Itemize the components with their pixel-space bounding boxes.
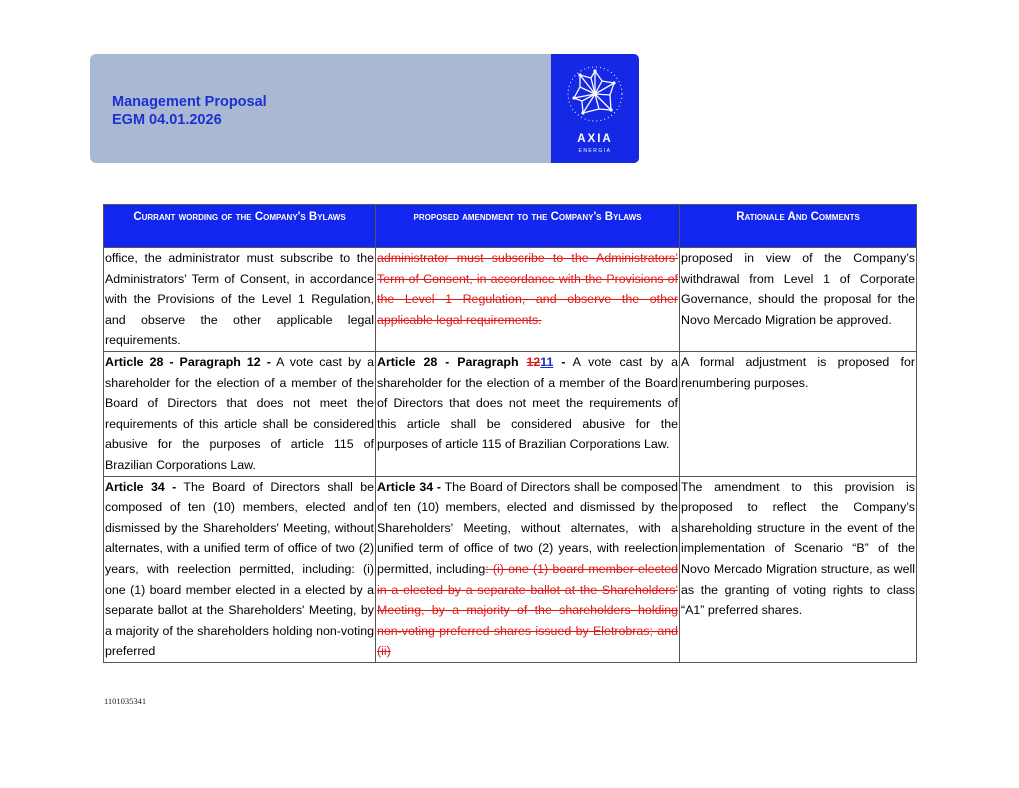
- company-logo: [551, 54, 639, 163]
- globe-icon: [566, 65, 624, 123]
- proposed-amendment-cell: [376, 351, 680, 476]
- heading-prefix: Article 28 - Paragraph: [377, 354, 527, 369]
- proposed-amendment-cell: [376, 248, 680, 352]
- deleted-text: : (i) one (1) board member elected in a elected by a separate ballot at the Shareholders' Meeting, by a majority of the shareholders holding non-voting preferred shares issued by Eletrobras; and (ii): [377, 561, 678, 659]
- page-title: [112, 93, 267, 129]
- article-heading: Article 34 -: [105, 479, 177, 494]
- table-row: [104, 351, 917, 476]
- logo-subtitle: ENERGIA: [578, 148, 612, 154]
- col-rationale-header: Rationale And Comments: [680, 205, 917, 248]
- rationale-cell: A formal adjustment is proposed for renumbering purposes.: [680, 351, 917, 476]
- table-row: [104, 476, 917, 662]
- logo-name: AXIA: [577, 133, 613, 145]
- article-heading: Article 34 -: [377, 479, 442, 494]
- deleted-number: 12: [526, 354, 541, 369]
- amendment-table: [103, 204, 917, 663]
- document-number: 1101035341: [104, 696, 147, 706]
- article-heading: Article 28 - Paragraph 12 -: [105, 354, 271, 369]
- article-heading: [377, 355, 565, 369]
- current-wording-cell: office, the administrator must subscribe to the Administrators’ Term of Consent, in accordance with the Provisions of the Level 1 Regulation, and observe the other applicable legal requirements.: [104, 248, 376, 352]
- table-header-row: [104, 205, 917, 248]
- title-line-1: Management Proposal: [112, 94, 267, 110]
- table-row: [104, 248, 917, 352]
- rationale-cell: The amendment to this provision is proposed to reflect the Company’s shareholding structure in the event of the implementation of Scenario “B” of the Novo Mercado Migration structure, as well as the granting of voting rights to class “A1” preferred shares.: [680, 476, 917, 662]
- inserted-number: 11: [540, 354, 554, 369]
- article-text: A vote cast by a shareholder for the election of a member of the Board of Directors that does not meet the requirements of this article shall be considered abusive for the purposes of article 115 of Brazilian Corporations Law.: [105, 354, 374, 472]
- col-current-header: Currant wording of the Company's Bylaws: [104, 205, 376, 248]
- rationale-cell: proposed in view of the Company’s withdrawal from Level 1 of Corporate Governance, should the proposal for the Novo Mercado Migration be approved.: [680, 248, 917, 352]
- heading-suffix: -: [553, 354, 566, 369]
- article-text: The Board of Directors shall be composed of ten (10) members, elected and dismissed by the Shareholders' Meeting, without alternates, with a unified term of office of two (2) years, with reelection permitted, including: [377, 479, 679, 576]
- deleted-text: administrator must subscribe to the Administrators’ Term of Consent, in accordance with the Provisions of the Level 1 Regulation, and observe the other applicable legal requirements.: [377, 251, 678, 327]
- article-text: A vote cast by a shareholder for the election of a member of the Board of Directors that does not meet the requirements of this article shall be considered abusive for the purposes of article 115 of Brazilian Corporations Law.: [377, 354, 678, 452]
- article-text: The Board of Directors shall be composed of ten (10) members, elected and dismissed by the Shareholders' Meeting, without alternates, with a unified term of office of two (2) years, with reelection permitted, including: (i) one (1) board member elected in a elected by a separate ballot at the Shareholders' Meeting, by a majority of the shareholders holding non-voting preferred: [105, 479, 374, 659]
- current-wording-cell: [104, 351, 376, 476]
- current-wording-cell: [104, 476, 376, 662]
- proposed-amendment-cell: [376, 476, 680, 662]
- col-proposed-header: proposed amendment to the Company's Bylaws: [376, 205, 680, 248]
- title-line-2: EGM 04.01.2026: [112, 112, 222, 128]
